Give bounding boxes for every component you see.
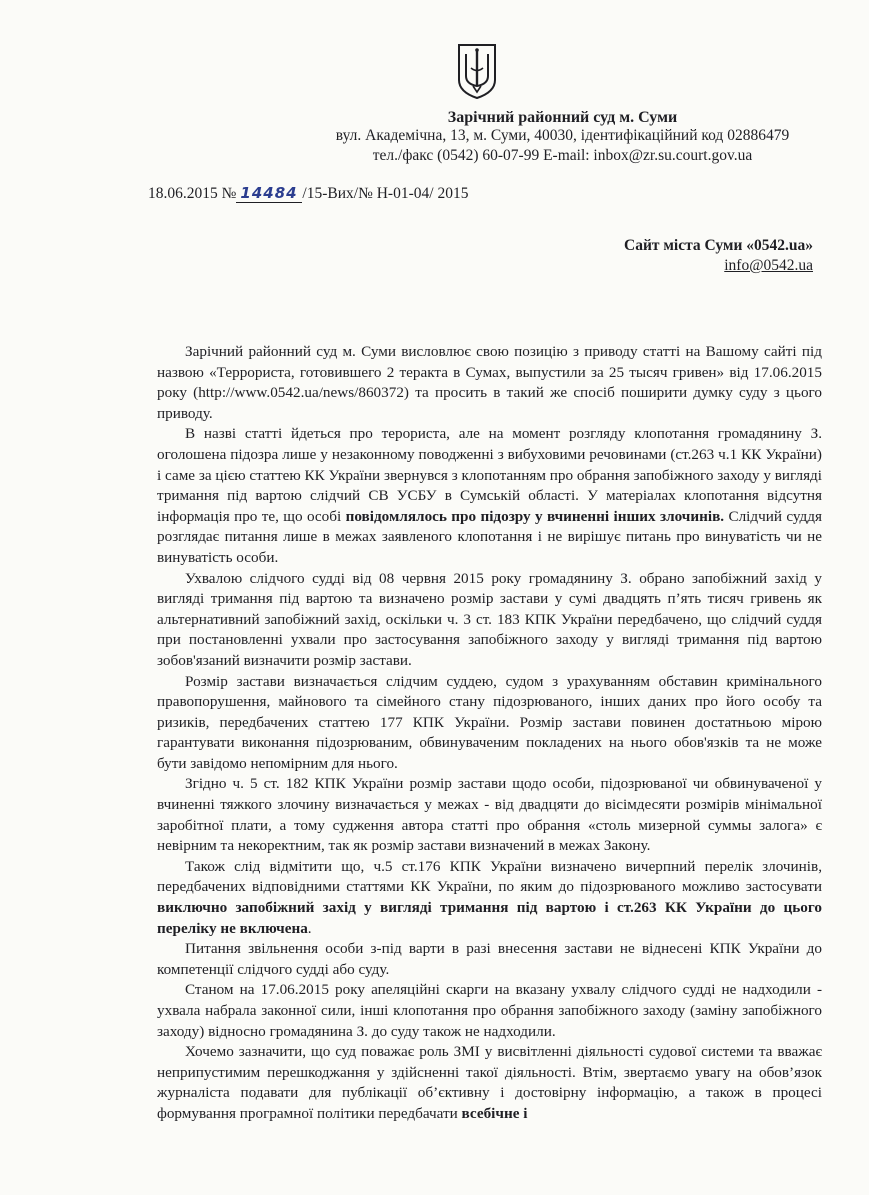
recipient-block bbox=[624, 237, 813, 275]
registration-date: 18.06.2015 № bbox=[148, 185, 237, 202]
paragraph-2-bold: повідомлялось про підозру у вчиненні інших злочинів. bbox=[345, 507, 725, 525]
court-name: Зарічний районний суд м. Суми bbox=[447, 109, 678, 126]
paragraph-1: Зарічний районний суд м. Суми висловлює свою позицію з приводу статті на Вашому сайті під назвою «Террориста, готовившего 2 теракта в Сумах, выпустили за 25 тысяч гривен» від 17.06.2015 року (http://www.0542.ua/news/860372) та просить в такий же спосіб поширити думку суду з цього приводу. bbox=[157, 343, 822, 422]
paragraph-9 bbox=[157, 1042, 822, 1124]
paragraph-9-text: Хочемо зазначити, що суд поважає роль ЗМІ у висвітленні діяльності судової системи та вважає неприпустимим перешкоджання у здійсненні такої діяльності. Втім, звертаємо увагу на обов’язок журналіста подавати для публікації об’єктивну і достовірну інформацію, а також в процесі формування програмної політики передбачати bbox=[157, 1043, 822, 1122]
recipient-email: info@0542.ua bbox=[724, 257, 813, 274]
paragraph-2-end: Слідчий суддя розглядає питання лише в межах заявленого клопотання і не вирішує питань про винуватість чи не винуватість особи. bbox=[157, 507, 822, 566]
paragraph-2 bbox=[157, 424, 822, 568]
registration-suffix: /15-Вих/№ Н-01-04/ 2015 bbox=[302, 185, 469, 202]
paragraph-6 bbox=[157, 857, 822, 939]
paragraph-7: Питання звільнення особи з-під варти в разі внесення застави не віднесені КПК України до компетенції слідчого судді або суду. bbox=[157, 940, 822, 978]
paragraph-3: Ухвалою слідчого судді від 08 червня 2015 року громадянину З. обрано запобіжний захід у вигляді тримання під вартою та визначено розмір застави у сумі двадцять п’ять тисяч гривень як альтернативний запобіжний захід, оскільки ч. 3 ст. 183 КПК України передбачено, що слідчий суддя при постановленні ухвали про застосування запобіжного заходу у вигляді тримання під вартою зобов'язаний визначити розмір застави. bbox=[157, 569, 822, 669]
registration-line bbox=[148, 184, 468, 203]
paragraph-4: Розмір застави визначається слідчим суддею, судом з урахуванням обставин кримінального правопорушення, майнового та сімейного стану підозрюваного, інших даних про його особу та ризиків, передбачених статтею 177 КПК України. Розмір застави повинен достатньою мірою гарантувати виконання підозрюваним, обвинуваченим покладених на нього обов'язків та не може бути завідомо непомірним для нього. bbox=[157, 672, 822, 772]
paragraph-8: Станом на 17.06.2015 року апеляційні скарги на вказану ухвалу слідчого судді не надходили - ухвала набрала законної сили, інші клопотання про обрання запобіжного заходу (заміну запобіжного заходу) відносно громадянина З. до суду також не надходили. bbox=[157, 981, 822, 1040]
paragraph-6-bold: виключно запобіжний захід у вигляді тримання під вартою і ст.263 КК України до цього переліку не включена bbox=[157, 899, 822, 937]
paragraph-9-bold: всебічне і bbox=[461, 1104, 528, 1122]
letter-body bbox=[157, 342, 822, 1125]
court-contacts: тел./факс (0542) 60-07-99 E-mail: inbox@zr.su.court.gov.ua bbox=[372, 147, 753, 164]
paragraph-2-text: В назві статті йдеться про терориста, але на момент розгляду клопотання громадянину З. оголошена підозра лише у незаконному поводженні з вибуховими речовинами (ст.263 ч.1 КК України) і саме за цією статтею КК України звернувся з клопотанням про обрання запобіжного заходу у вигляді тримання під вартою слідчий СВ УСБУ в Сумській області. У матеріалах клопотання відсутня інформація про те, що особі bbox=[157, 425, 822, 525]
paragraph-5: Згідно ч. 5 ст. 182 КПК України розмір застави щодо особи, підозрюваної чи обвинуваченої у вчиненні тяжкого злочину визначається у межах - від двадцяти до вісімдесяти розмірів мінімальної заробітної плати, а тому судження автора статті про обрання «столь мизерной суммы залога» є невірним та некоректним, так як розмір застави визначений в межах Закону. bbox=[157, 775, 822, 855]
paragraph-6-end: . bbox=[307, 919, 312, 937]
trident-emblem-icon bbox=[456, 42, 498, 100]
handwritten-number: 14484 bbox=[236, 184, 302, 203]
paragraph-6-text: Також слід відмітити що, ч.5 ст.176 КПК України визначено вичерпний перелік злочинів, передбачених відповідними статтями КК України, по яким до підозрюваного можливо застосувати bbox=[157, 857, 822, 896]
recipient-name: Сайт міста Суми «0542.ua» bbox=[624, 237, 813, 254]
court-address: вул. Академічна, 13, м. Суми, 40030, ідентифікаційний код 02886479 bbox=[335, 127, 790, 144]
